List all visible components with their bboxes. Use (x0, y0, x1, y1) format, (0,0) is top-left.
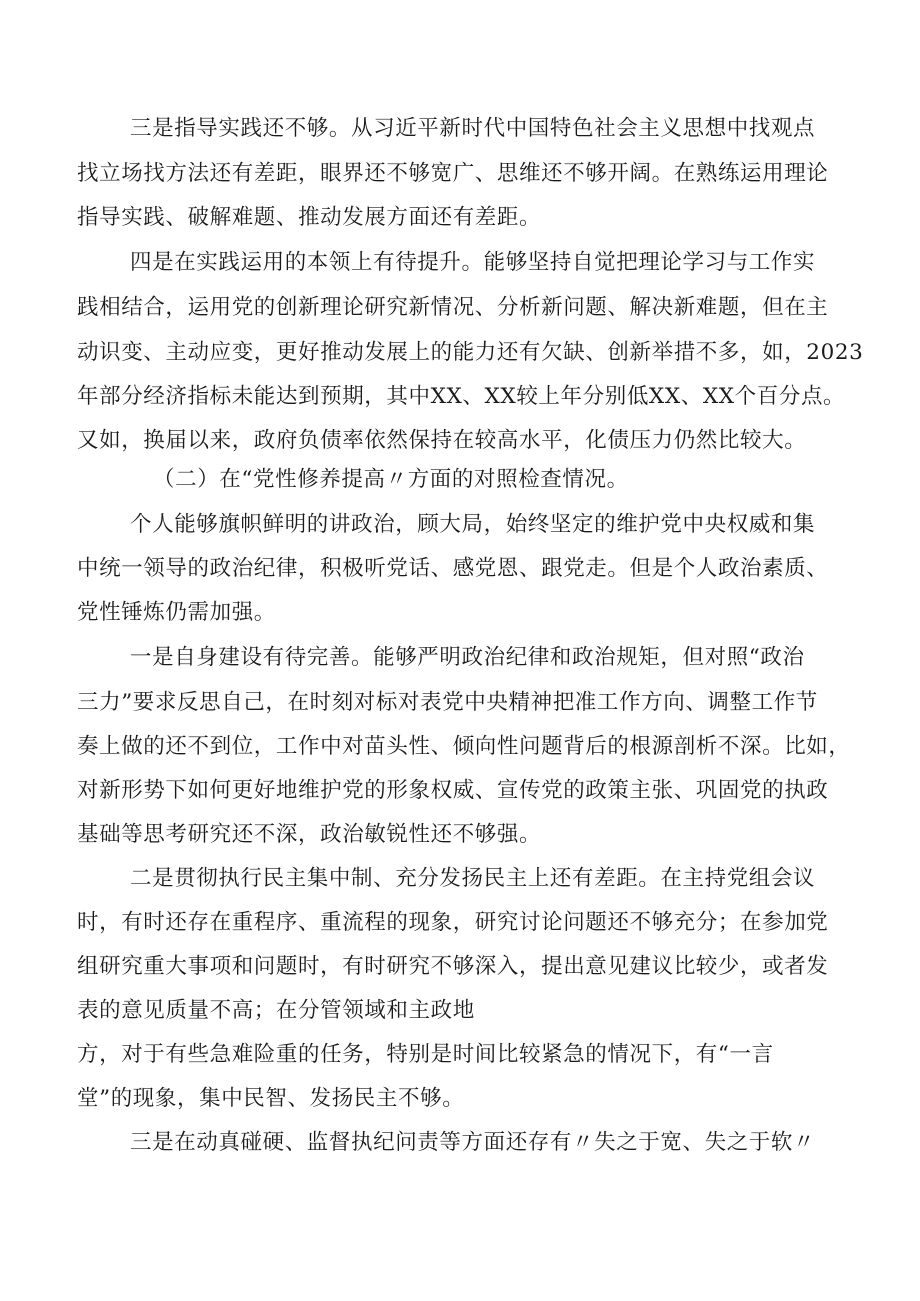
section-heading: （二）在“党性修养提高〃方面的对照检查情况。 (153, 467, 629, 492)
paragraph-line: 三力”要求反思自己，在时刻对标对表党中央精神把准工作方向、调整工作节 (77, 690, 818, 715)
paragraph-line: 二是贯彻执行民主集中制、充分发扬民主上还有差距。在主持党组会议 (130, 866, 816, 891)
paragraph-line: 动识变、主动应变，更好推动发展上的能力还有欠缺、创新举措不多，如，2023 (77, 340, 864, 365)
paragraph-line: 践相结合，运用党的创新理论研究新情况、分析新问题、解决新难题，但在主 (77, 295, 829, 320)
paragraph-line: 组研究重大事项和问题时，有时研究不够深入，提出意见建议比较少，或者发 (77, 954, 829, 979)
paragraph-line: 堂”的现象，集中民智、发扬民主不够。 (77, 1086, 465, 1111)
paragraph-line: 三是指导实践还不够。从习近平新时代中国特色社会主义思想中找观点 (130, 116, 816, 141)
paragraph-line: 方，对于有些急难险重的任务，特别是时间比较紧急的情况下，有“一言 (77, 1042, 774, 1067)
paragraph-line: 党性锤炼仍需加强。 (77, 600, 276, 625)
paragraph-line: 个人能够旗帜鲜明的讲政治，顾大局，始终坚定的维护党中央权威和集 (130, 512, 816, 537)
paragraph-line: 指导实践、破解难题、推动发展方面还有差距。 (77, 205, 542, 230)
paragraph-line: 找立场找方法还有差距，眼界还不够宽广、思维还不够开阔。在熟练运用理论 (77, 161, 829, 186)
paragraph-line: 对新形势下如何更好地维护党的形象权威、宣传党的政策主张、巩固党的执政 (77, 778, 829, 803)
paragraph-line: 时，有时还存在重程序、重流程的现象，研究讨论问题还不够充分；在参加党 (77, 910, 829, 935)
paragraph-line: 表的意见质量不高；在分管领域和主政地 (77, 998, 475, 1023)
paragraph-line: 四是在实践运用的本领上有待提升。能够坚持自觉把理论学习与工作实 (130, 250, 816, 275)
paragraph-line: 基础等思考研究还不深，政治敏锐性还不够强。 (77, 822, 542, 847)
paragraph-line: 年部分经济指标未能达到预期，其中XX、XX较上年分别低XX、XX个百分点。 (77, 384, 846, 409)
paragraph-line: 奏上做的还不到位，工作中对苗头性、倾向性问题背后的根源剖析不深。比如， (77, 734, 851, 759)
paragraph-line: 中统一领导的政治纪律，积极听党话、感党恩、跟党走。但是个人政治素质、 (77, 556, 829, 581)
paragraph-line: 一是自身建设有待完善。能够严明政治纪律和政治规矩，但对照“政治 (130, 645, 805, 670)
paragraph-line: 又如，换届以来，政府负债率依然保持在较高水平，化债压力仍然比较大。 (77, 428, 807, 453)
paragraph-line: 三是在动真碰硬、监督执纪问责等方面还存有〃失之于宽、失之于软〃 (130, 1130, 816, 1155)
